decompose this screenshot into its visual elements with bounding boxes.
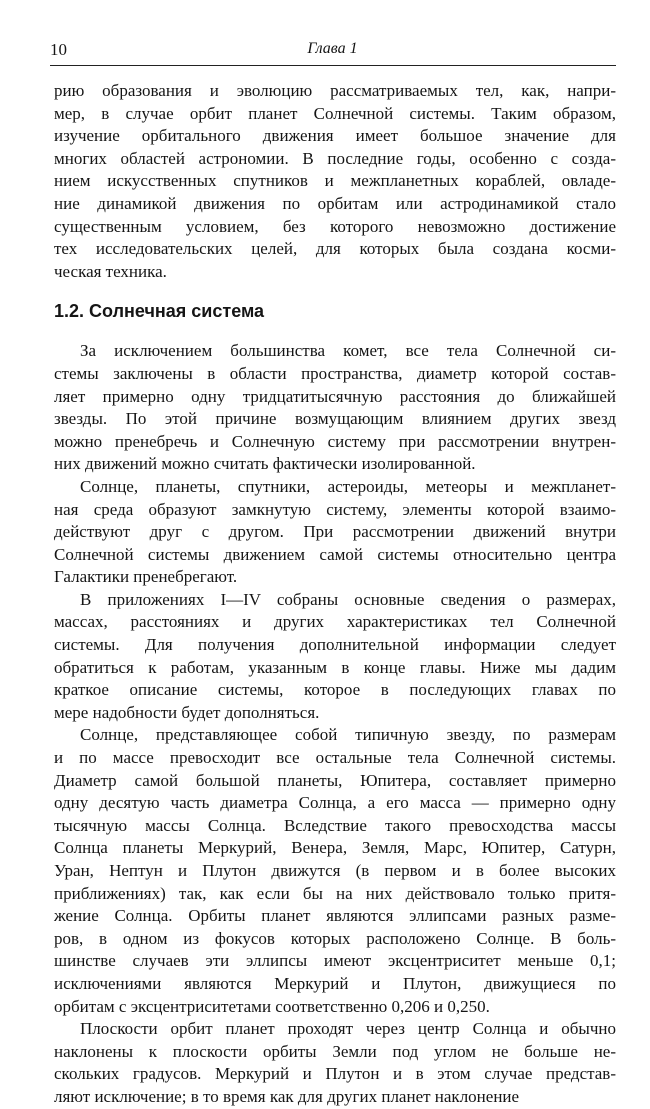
text-line: системы. Для получения дополнительной информации следует [54,635,616,655]
text-line: ная среда образуют замкнутую систему, элементы которой взаимо- [54,499,616,519]
section-heading [54,301,616,322]
section-number: 1.2. [54,301,85,322]
text-line: действуют друг с другом. При рассмотрении движений внутри [54,522,616,542]
paragraph [54,724,616,1018]
chapter-title: Глава 1 [307,40,358,57]
text-line: нием искусственных спутников и межпланетных кораблей, овладе- [54,171,616,191]
text-line: Галактики пренебрегают. [54,567,238,587]
header-rule [50,65,616,66]
text-line: Диаметр самой большой планеты, Юпитера, составляет примерно [54,770,616,790]
text-line: ние динамикой движения по орбитам или астродинамикой стало [54,193,616,213]
text-line: тех исследовательских целей, для которых была создана косми- [54,239,616,259]
text-line: ляет примерно одну тридцатитысячную расстояния до ближайшей [54,386,616,406]
text-line: Уран, Нептун и Плутон движутся (в первом и в более высоких [54,861,616,880]
text-line: существенным условием, без которого невозможно достижение [54,216,616,236]
running-header [50,40,615,62]
text-line: скольких градусов. Меркурий и Плутон и в этом случае представ- [54,1064,616,1084]
text-line: шинстве случаев эти эллипсы имеют эксцентриситет меньше 0,1; [54,951,616,971]
text-line: мер, в случае орбит планет Солнечной системы. Таким образом, [54,103,616,123]
text-line: Плоскости орбит планет проходят через центр Солнца и обычно [80,1019,616,1039]
text-line: исключениями являются Меркурий и Плутон, движущиеся по [54,973,616,993]
text-line: одну десятую часть диаметра Солнца, а его масса — примерно одну [54,793,616,813]
text-line: Солнечной системы движением самой системы относительно центра [54,544,616,564]
text-line: многих областей астрономии. В последние годы, особенно с созда- [54,148,616,168]
text-line: можно пренебречь и Солнечную систему при рассмотрении внутрен- [54,431,616,451]
text-line: наклонены к плоскости орбиты Земли под углом не больше не- [54,1041,616,1061]
text-line: ляют исключение; в то время как для других планет наклонение [54,1086,520,1106]
text-line: и по массе превосходит все остальные тела Солнечной системы. [54,748,616,768]
page-number: 10 [50,40,67,59]
text-line: орбитам с эксцентриситетами соответственно 0,206 и 0,250. [54,996,490,1016]
text-line: массах, расстояниях и других характеристиках тел Солнечной [54,612,616,632]
text-line: краткое описание системы, которое в последующих главах по [54,680,616,700]
text-line: обратиться к работам, указанным в конце главы. Ниже мы дадим [54,657,616,677]
text-line: За исключением большинства комет, все тела Солнечной си- [80,341,616,361]
paragraph [54,1018,616,1108]
page-body [54,80,616,1109]
text-line: В приложениях I—IV собраны основные сведения о размерах, [80,589,616,609]
text-line: жение Солнца. Орбиты планет являются эллипсами разных разме- [54,906,616,926]
text-line: Солнце, планеты, спутники, астероиды, метеоры и межпланет- [80,476,616,496]
paragraph [54,340,616,476]
text-line: мере надобности будет дополняться. [54,702,320,722]
text-line: ров, в одном из фокусов которых расположено Солнце. В боль- [54,928,616,948]
paragraph [54,589,616,725]
text-line: рию образования и эволюцию рассматриваемых тел, как, напри- [54,81,616,100]
text-line: Солнца планеты Меркурий, Венера, Земля, Марс, Юпитер, Сатурн, [54,838,616,858]
text-line: ческая техника. [54,261,167,281]
text-line: них движений можно считать фактически изолированной. [54,454,476,474]
text-line: приближениях) так, как если бы на них действовало только притя- [54,883,616,903]
text-line: Солнце, представляющее собой типичную звезду, по размерам [80,725,616,745]
text-line: тысячную массы Солнца. Вследствие такого превосходства массы [54,815,616,835]
text-line: звезды. По этой причине возмущающим влиянием других звезд [54,409,616,429]
paragraph [54,476,616,589]
text-line: изучение орбитального движения имеет большое значение для [54,126,616,146]
section-title: Солнечная система [89,301,265,322]
text-line: стемы заключены в области пространства, диаметр которой состав- [54,363,616,383]
paragraph [54,80,616,283]
